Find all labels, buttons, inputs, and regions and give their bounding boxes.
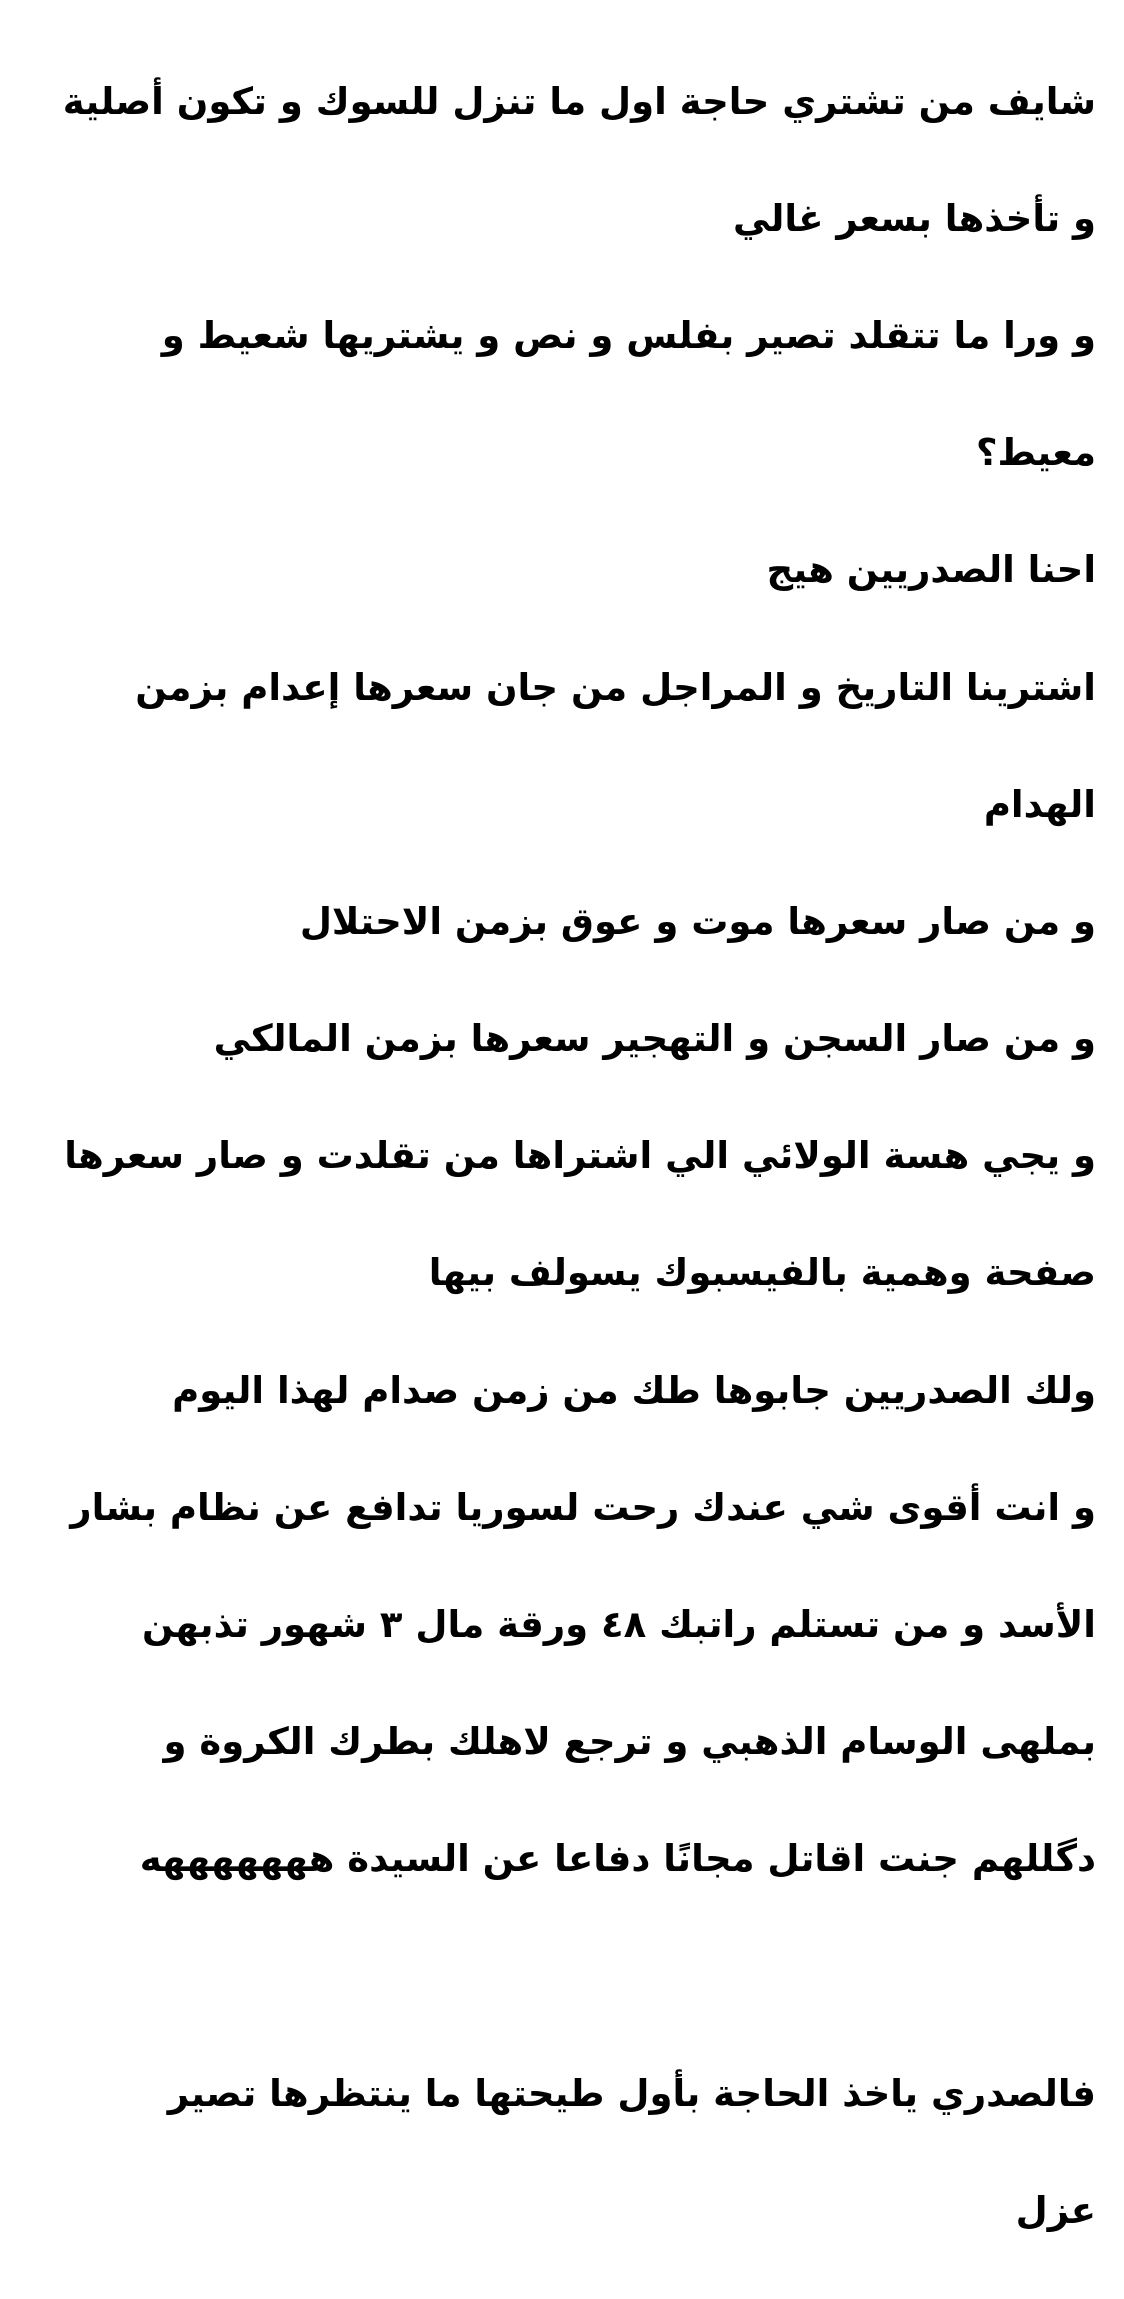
text-line: فالصدري ياخذ الحاجة بأول طيحتها ما ينتظرها تصير xyxy=(167,2071,1096,2115)
text-line: ولك الصدريين جابوها طك من زمن صدام لهذا اليوم xyxy=(172,1368,1096,1412)
blank-line xyxy=(28,1948,1096,2007)
text-line: صفحة وهمية بالفيسبوك يسولف بيها xyxy=(428,1251,1096,1295)
text-line: و من صار سعرها موت و عوق بزمن الاحتلال xyxy=(299,899,1096,943)
text-line: و من صار السجن و التهجير سعرها بزمن المالكي xyxy=(213,1017,1096,1061)
text-line: الأسد و من تستلم راتبك ٤٨ ورقة مال ٣ شهور تذبهن xyxy=(141,1603,1096,1647)
text-line: عزل xyxy=(1015,2188,1096,2232)
text-line: و انت أقوى شي عندك رحت لسوريا تدافع عن نظام بشار xyxy=(70,1485,1096,1529)
text-line: بملهى الوسام الذهبي و ترجع لاهلك بطرك الكروة و xyxy=(163,1720,1096,1764)
post-text xyxy=(28,14,1096,2299)
text-line: معيط؟ xyxy=(976,431,1096,475)
text-line: و تأخذها بسعر غالي xyxy=(733,196,1096,240)
text-line: اشترينا التاريخ و المراجل من جان سعرها إعدام بزمن xyxy=(135,665,1096,709)
text-line: و يجي هسة الولائي الي اشتراها من تقلدت و صار سعرها xyxy=(64,1134,1096,1178)
text-line: شايف من تشتري حاجة اول ما تنزل للسوك و تكون أصلية xyxy=(62,79,1096,123)
text-line: الهدام xyxy=(983,782,1096,826)
text-line: دگللهم جنت اقاتل مجانًا دفاعا عن السيدة هههههههه xyxy=(139,1837,1096,1881)
text-line: احنا الصدريين هيج xyxy=(766,548,1096,592)
text-line: و ورا ما تتقلد تصير بفلس و نص و يشتريها شعيط و xyxy=(161,313,1096,357)
